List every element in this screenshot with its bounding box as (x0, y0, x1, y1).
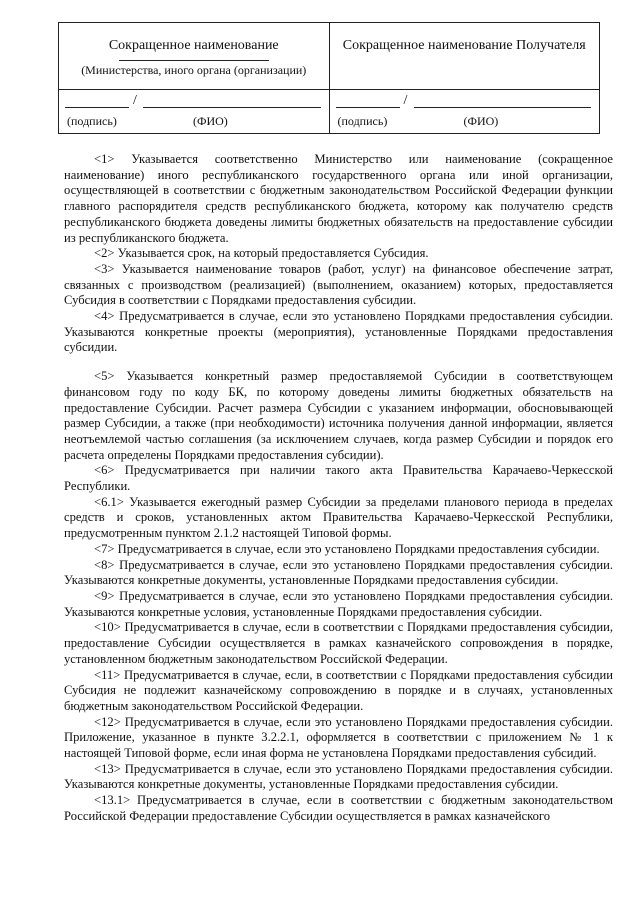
ministry-signature-label: (подпись) (67, 114, 117, 128)
signature-table (58, 22, 600, 134)
recipient-signature-cell (330, 89, 600, 133)
recipient-signature-blank (336, 107, 400, 108)
ministry-fio-label: (ФИО) (193, 114, 228, 128)
signature-column-recipient (329, 23, 600, 133)
footnote-6: <6> Предусматривается при наличии такого акта Правительства Карачаево-Черкесской Республики. (64, 463, 613, 494)
ministry-fio-blank (143, 107, 321, 108)
recipient-signature-label: (подпись) (337, 114, 388, 128)
recipient-name-cell (330, 23, 600, 90)
footnote-2: <2> Указывается срок, на который предоставляется Субсидия. (94, 246, 429, 261)
ministry-signature-slash: / (133, 93, 137, 108)
ministry-name-title: Сокращенное наименование (108, 38, 279, 53)
recipient-name-title: Сокращенное наименование Получателя (342, 38, 586, 53)
footnotes (64, 152, 613, 825)
footnote-13: <13> Предусматривается в случае, если это установлено Порядками предоставления субсидии. Указываются конкретные документы, установленные Порядками предоставления субсидии. (64, 761, 613, 792)
footnote-7: <7> Предусматривается в случае, если это установлено Порядками предоставления субсидии. (94, 541, 600, 556)
footnote-13-1: <13.1> Предусматривается в случае, если в соответствии с бюджетным законодательством Российской Федерации предоставление Субсидии осуществляется в рамках казначейского (64, 793, 613, 823)
ministry-name-cell (59, 23, 329, 90)
footnote-8: <8> Предусматривается в случае, если это установлено Порядками предоставления субсидии. Указываются конкретные документы, установленные Порядками предоставления субсидии. (64, 557, 613, 588)
ministry-signature-cell (59, 89, 329, 133)
signature-column-ministry (59, 23, 329, 133)
recipient-fio-label: (ФИО) (463, 114, 499, 128)
footnote-9: <9> Предусматривается в случае, если это установлено Порядками предоставления субсидии. Указываются конкретные условия, установленные Порядками предоставления субсидии. (64, 588, 613, 619)
footnote-12: <12> Предусматривается в случае, если это установлено Порядками предоставления субсидии. Приложение, указанное в пункте 3.2.2.1, оформляется в соответствии с приложением № 1 к настоящей Типовой форме, если иная форма не установлена Порядками предоставления субсидий. (64, 714, 613, 761)
recipient-signature-slash: / (403, 93, 408, 108)
footnote-6-1: <6.1> Указывается ежегодный размер Субсидии за пределами планового периода в пределах средств и сроков, установленных актом Правительства Карачаево-Черкесской Республики, предусмотренным пунктом 2.1.2 настоящей Типовой формы. (64, 494, 613, 541)
ministry-name-caption: (Министерства, иного органа (организации) (81, 63, 307, 77)
recipient-fio-blank (414, 107, 592, 108)
ministry-name-line (119, 60, 269, 61)
footnote-11: <11> Предусматривается в случае, если, в соответствии с Порядками предоставления субсидии Субсидия не подлежит казначейскому сопровождению в порядке и в случаях, установленных бюджетным законодательством Российской Федерации. (64, 667, 613, 713)
footnote-5: <5> Указывается конкретный размер предоставляемой Субсидии в соответствующем финансовом году по коду БК, по которому доведены лимиты бюджетных обязательств на предоставление Субсидии. Расчет размера Субсидии с указанием информации, обосновывающей размер Субсидии, а также (при необходимости) источника получения данной информации, является неотъемлемой частью соглашения (за исключением случаев, когда размер Субсидии и порядок его расчета определены Порядками предоставления субсидии). (64, 369, 613, 462)
footnote-10: <10> Предусматривается в случае, если в соответствии с Порядками предоставления субсидии, предоставление Субсидии осуществляется в рамках казначейского сопровождения в порядке, установленном бюджетным законодательством Российской Федерации. (64, 620, 613, 666)
footnote-4: <4> Предусматривается в случае, если это установлено Порядками предоставления субсидии. Указываются конкретные проекты (мероприятия), установленные Порядками предоставления субсидии. (64, 309, 613, 355)
footnote-3: <3> Указывается наименование товаров (работ, услуг) на финансовое обеспечение затрат, связанных с производством (реализацией) (выполнением, оказанием) которых, предоставляется Субсидия в соответствии с Порядками предоставления субсидии. (64, 261, 613, 308)
ministry-signature-blank (65, 107, 129, 108)
footnote-1: <1> Указывается соответственно Министерство или наименование (сокращенное наименование) иного республиканского государственного органа или иной организации, осуществляющей в соответствии с бюджетным законодательством Российской Федерации функции главного распорядителя средств республиканского бюджета, которому как получателю средств республиканского бюджета доведены лимиты бюджетных обязательств на предоставление субсидии из республиканского бюджета. (64, 152, 613, 245)
